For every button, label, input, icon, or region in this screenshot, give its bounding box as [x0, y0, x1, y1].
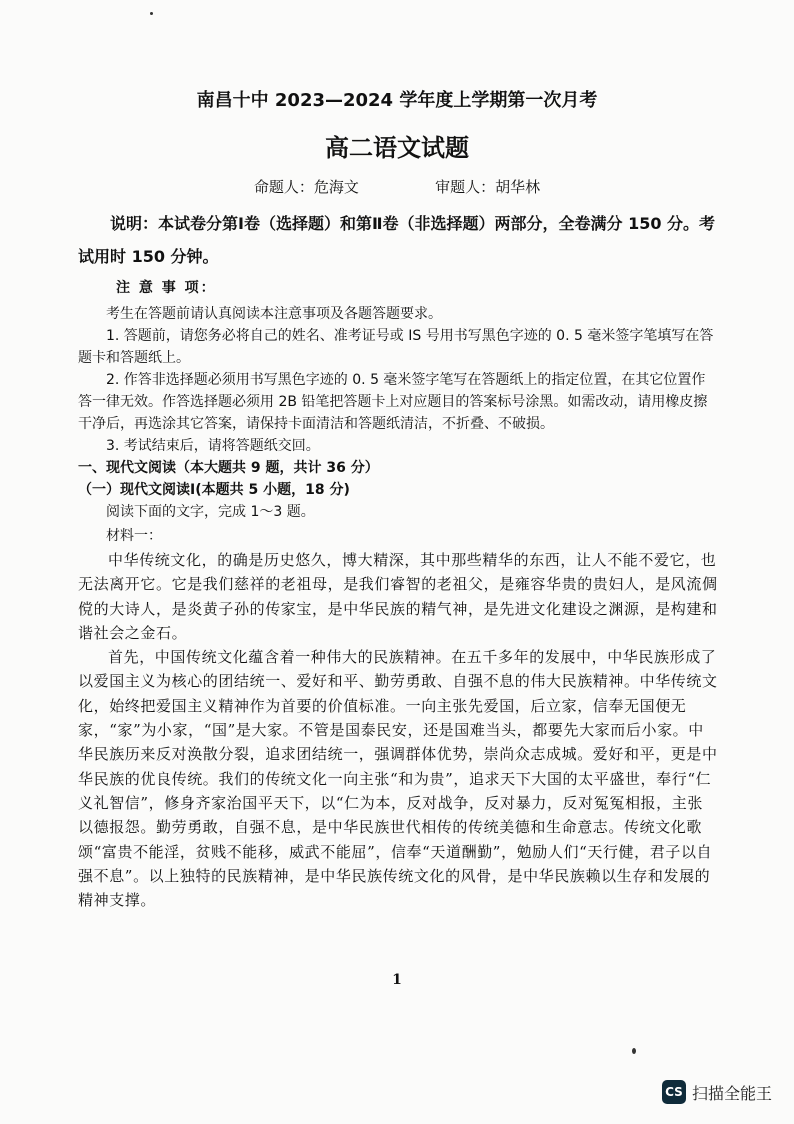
watermark-label: 扫描全能王	[691, 1083, 772, 1103]
material-label: 材料一：	[106, 528, 162, 544]
scanner-watermark	[662, 1080, 772, 1104]
exam-subtitle: 高二语文试题	[325, 134, 469, 162]
material-paragraph-2: 首先，中国传统文化蕴含着一种伟大的民族精神。在五千多年的发展中，中华民族形成了以爱国主义为核心的团结统一、爱好和平、勤劳勇敢、自强不息的伟大民族精神。中华传统文化，始终把爱国主义精神作为首要的价值标准。一向主张先爱国，后立家，信奉无国便无家，“家”为小家，“国”是大家。不管是国泰民安，还是国难当头，都要先大家而后小家。中华民族历来反对涣散分裂，追求团结统一，强调群体优势，崇尚众志成城。爱好和平，更是中华民族的优良传统。我们的传统文化一向主张“和为贵”，追求天下大国的太平盛世，奉行“仁义礼智信”，修身齐家治国平天下，以“仁为本，反对战争，反对暴力，反对冤冤相报，主张以德报怨。勤劳勇敢，自强不息，是中华民族世代相传的传统美德和生命意志。传统文化歌颂“富贵不能淫，贫贱不能移，威武不能屈”，信奉“天道酬勤”，勉励人们“天行健，君子以自强不息”。以上独特的民族精神，是中华民族传统文化的风骨，是中华民族赖以生存和发展的精神支撑。	[78, 648, 718, 910]
section-subheading: （一）现代文阅读Ⅰ(本题共 5 小题，18 分)	[78, 482, 350, 498]
exam-description: 说明：本试卷分第Ⅰ卷（选择题）和第Ⅱ卷（非选择题）两部分，全卷满分 150 分。考试用时 150 分钟。	[78, 214, 716, 266]
notice-item-2: 2. 作答非选择题必须用书写黑色字迹的 0. 5 毫米签字笔写在答题纸上的指定位置，在其它位置作答一律无效。作答选择题必须用 2B 铅笔把答题卡上对应题目的答案标号涂黑。如需改动，请用橡皮擦干净后，再选涂其它答案，请保持卡面清洁和答题纸清洁，不折叠、不破损。	[78, 372, 708, 432]
reading-instruction: 阅读下面的文字，完成 1～3 题。	[106, 504, 315, 520]
notice-intro: 考生在答题前请认真阅读本注意事项及各题答题要求。	[106, 306, 442, 322]
page-number: 1	[392, 972, 402, 988]
material-paragraph-1: 中华传统文化，的确是历史悠久，博大精深，其中那些精华的东西，让人不能不爱它，也无法离开它。它是我们慈祥的老祖母，是我们睿智的老祖父，是雍容华贵的贵妇人，是风流倜傥的大诗人，是炎黄子孙的传家宝，是中华民族的精气神，是先进文化建设之渊源，是构建和谐社会之金石。	[78, 551, 718, 642]
scan-speck	[632, 1048, 636, 1054]
exam-content	[78, 207, 718, 912]
notice-item-1: 1. 答题前，请您务必将自己的姓名、准考证号或 IS 号用书写黑色字迹的 0. 5 毫米签字笔填写在答题卡和答题纸上。	[78, 328, 714, 366]
notice-item-3: 3. 考试结束后，请将答题纸交回。	[106, 438, 320, 454]
section-heading: 一、现代文阅读（本大题共 9 题，共计 36 分）	[78, 460, 379, 476]
scan-speck	[150, 12, 153, 15]
notice-heading: 注 意 事 项：	[116, 280, 217, 296]
exam-authors: 命题人：危海文 审题人：胡华林	[253, 178, 541, 196]
exam-title: 南昌十中 2023—2024 学年度上学期第一次月考	[196, 90, 598, 111]
camscanner-logo-icon: CS	[662, 1080, 686, 1104]
